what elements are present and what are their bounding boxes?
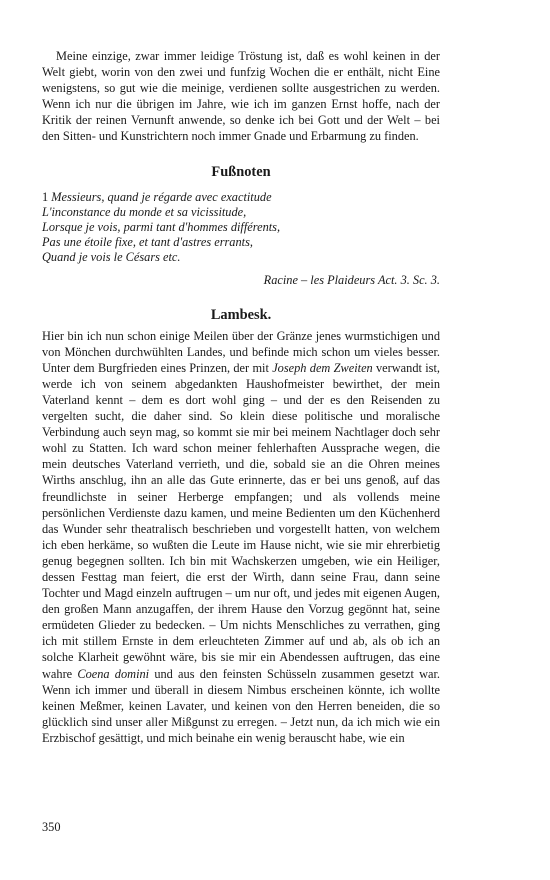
body-text: Hier bin ich nun schon einige Meilen über der Gränze jenes wurmstichigen und von Mönchen durchwühlten Landes, und befinde mich schon um vieles besser. Unter dem Burgfrieden eines Prinzen, der mit xyxy=(42,328,440,375)
footnotes-heading: Fußnoten xyxy=(211,163,271,180)
verse-line xyxy=(42,220,440,235)
verse-line xyxy=(42,190,440,205)
verse-text: Pas une étoile fixe, et tant d'astres errants, xyxy=(42,235,253,250)
verse-line xyxy=(42,250,440,265)
verse-line xyxy=(42,235,440,250)
intro-paragraph: Meine einzige, zwar immer leidige Tröstung ist, daß es wohl keinen in der Welt giebt, worin von den zwei und funfzig Wochen die er enthält, nicht Eine wenigstens, so gut wie die meinige, verdienen sollte ausgestrichen zu werden. Wenn ich nur die übrigen im Jahre, wie ich im ganzen Ernst hoffe, nach der Kritik der reinen Vernunft anwende, so denke ich bei Gott und der Welt – bei den Sitten- und Kunstrichtern noch immer Gnade und Erbarmung zu finden. xyxy=(42,49,440,144)
verse-line xyxy=(42,205,440,220)
verse-text: L'inconstance du monde et sa vicissitude, xyxy=(42,204,247,219)
section-heading: Lambesk. xyxy=(210,306,272,323)
body-text: und aus den feinsten Schüsseln zusammen gesetzt war. Wenn ich immer und überall in diesem Nimbus erscheinen könnte, ich wollte keinen Meßmer, keinen Lavater, und keinen von den Herren beneiden, die so glücklich sind unser aller Mißgunst zu erregen. – Jetzt nun, da ich mich wie ein Erzbischof gesättigt, und mich beinahe ein wenig berauscht habe, wie ein xyxy=(42,666,440,745)
book-page xyxy=(42,48,440,746)
section-paragraph xyxy=(42,328,440,746)
emphasis-text: Joseph dem Zweiten xyxy=(272,360,373,375)
verse-text: Quand je vois le Césars etc. xyxy=(42,250,181,265)
verse-text: Lorsque je vois, parmi tant d'hommes différents, xyxy=(42,219,281,234)
footnote-verse xyxy=(42,190,440,266)
page-number: 350 xyxy=(42,820,61,834)
body-text: verwandt ist, werde ich von seinem abgedankten Haushofmeister bewirthet, der mein Vaterland kennt – dem es dort wohl ging – und der es den Reisenden zu vergelten sucht, die daher sind. So klein diese politische und moralische Verbindung auch seyn mag, so kommt sie mir bei meinem Nachtlager doch sehr wohl zu Statten. Ich ward schon meiner fehlerhaften Aussprache wegen, die mein deutsches Vaterland verrieth, und die, sobald sie an die Ohren meines Wirths anschlug, ihn an alle das Gute erinnerte, das er bei uns genoß, auf das freundlichste in seiner Herberge empfangen; und als vollends meine persönlichen Verdienste dazu kamen, und meine Bedienten um den Küchenherd das Wunder sehr theatralisch beschrieben und vorgestellt hatten, von welchem ich eben herkäme, so wußten die Leute im Hause nicht, wie sie mir ehrerbietig genug begegnen sollten. Ich bin mit Wachskerzen umgeben, wie ein Heiliger, dessen Festtag man feiert, die erst der Wirth, dann seine Frau, dann seine Tochter und Magd einzeln auftrugen – um nur oft, und jedes mit eigenen Augen, den großen Mann anzugaffen, der ihrem Hause den Vorzug gegönnt hat, seine ermüdeten Glieder zu bedecken. – Um nichts Menschliches zu verrathen, ging ich mit stillem Ernste in dem erleuchteten Zimmer auf und ab, als ob ich an solche Klarheit gewöhnt wäre, bis sie mir ein Abendessen auftrugen, das eine wahre xyxy=(42,360,440,681)
footnote-number: 1 xyxy=(42,189,49,204)
emphasis-text: Coena domini xyxy=(77,666,150,681)
verse-text: Messieurs, quand je régarde avec exactitude xyxy=(51,189,272,204)
footnote-attribution: Racine – les Plaideurs Act. 3. Sc. 3. xyxy=(263,272,440,287)
